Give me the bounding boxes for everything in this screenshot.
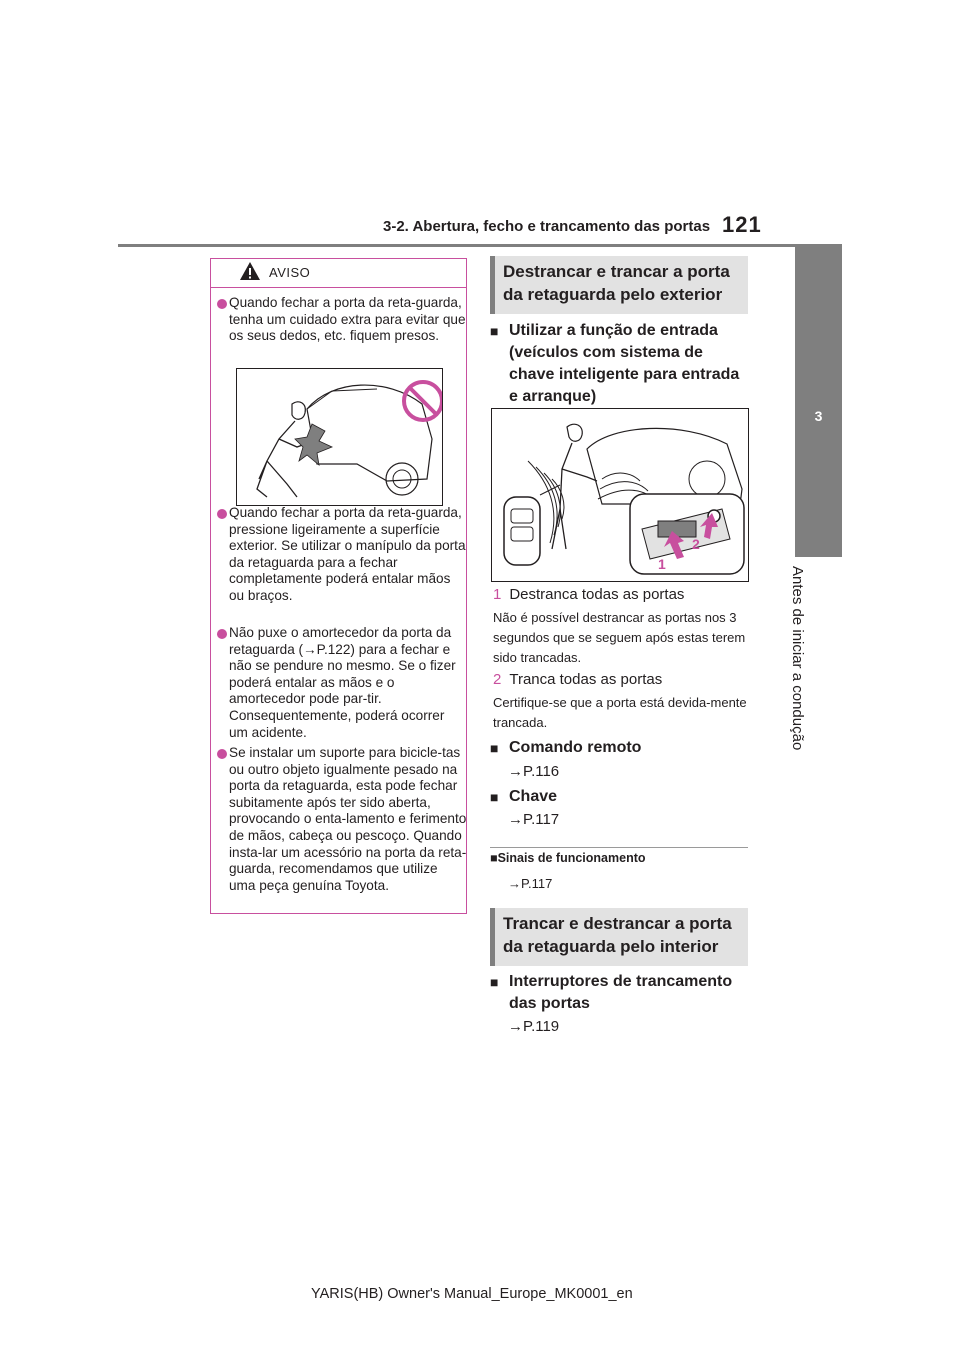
callout-2: 2 bbox=[692, 536, 700, 552]
bullet-text: Não puxe o amortecedor da porta da retaguarda (→P.122) para a fechar e não se pendure no mesmo. Se o fizer poderá entalar as mãos e o amortecedor pode par-tir. Consequentemente, poderá ocorrer um acidente. bbox=[229, 625, 456, 740]
subheading-entry-function bbox=[490, 320, 748, 408]
warning-bullet bbox=[217, 295, 467, 345]
subheading-key bbox=[490, 786, 557, 808]
subheading-text: Utilizar a função de entrada (veículos com sistema de chave inteligente para entrada e arranque) bbox=[509, 322, 740, 405]
page-reference-link[interactable]: →P.119 bbox=[508, 1018, 560, 1035]
footer-text: YARIS(HB) Owner's Manual_Europe_MK0001_en bbox=[311, 1286, 633, 1302]
page-reference-link[interactable]: →P.116 bbox=[508, 763, 560, 780]
bullet-dot-icon bbox=[217, 509, 227, 519]
chapter-title: Antes de iniciar a condução bbox=[789, 566, 806, 751]
step-number: 2 bbox=[493, 671, 502, 688]
bullet-text: Quando fechar a porta da reta-guarda, pressione ligeiramente a superfície exterior. Se utilizar o manípulo da porta da retaguarda para a fechar completamente poderá entalar mãos ou braços. bbox=[229, 505, 466, 603]
subheading-operation-signals bbox=[490, 851, 646, 865]
step-2 bbox=[493, 671, 662, 688]
warning-bullet bbox=[217, 505, 467, 605]
square-bullet-icon: ■ bbox=[490, 323, 499, 339]
warning-bullet bbox=[217, 625, 467, 741]
warning-triangle-icon bbox=[239, 261, 261, 281]
step-number: 1 bbox=[493, 586, 502, 603]
page-reference-link[interactable]: →P.117 bbox=[508, 876, 553, 891]
subheading-text: Chave bbox=[509, 788, 558, 805]
page-number: 121 bbox=[722, 212, 762, 237]
section-title: 3-2. Abertura, fecho e trancamento das portas bbox=[383, 218, 711, 235]
square-bullet-icon: ■ bbox=[490, 740, 499, 756]
subheading-text: Interruptores de trancamento das portas bbox=[509, 973, 733, 1012]
square-bullet-icon: ■ bbox=[490, 789, 499, 805]
square-bullet-icon: ■ bbox=[490, 851, 498, 865]
section-heading-exterior: Destrancar e trancar a porta da retaguarda pelo exterior bbox=[490, 256, 748, 314]
step-1-note: Não é possível destrancar as portas nos 3 segundos que se seguem após estas terem sido trancadas. bbox=[493, 610, 746, 665]
warning-header bbox=[211, 259, 466, 288]
warning-bullet bbox=[217, 745, 467, 894]
bullet-text: Se instalar um suporte para bicicle-tas ou outro objeto igualmente pesado na porta da retaguarda, esta pode fechar subitamente após ter sido aberta, provocando o enta-lamento e ferimento de mãos, cabeça ou pescoço. Quando insta-lar um acessório na porta da reta-guarda, recomendamos que utilize uma peça genuína Toyota. bbox=[229, 745, 467, 893]
warning-box bbox=[210, 258, 467, 914]
step-1 bbox=[493, 586, 684, 603]
square-bullet-icon: ■ bbox=[490, 974, 499, 990]
subheading-remote bbox=[490, 737, 641, 759]
smart-entry-illustration bbox=[491, 408, 749, 582]
step-text: Tranca todas as portas bbox=[509, 671, 663, 688]
divider bbox=[490, 847, 748, 848]
subheading-door-lock-switches bbox=[490, 971, 748, 1015]
warning-label: AVISO bbox=[269, 265, 311, 280]
bullet-dot-icon bbox=[217, 749, 227, 759]
section-heading-interior: Trancar e destrancar a porta da retaguarda pelo interior bbox=[490, 908, 748, 966]
callout-1: 1 bbox=[658, 556, 666, 572]
step-2-note: Certifique-se que a porta está devida-mente trancada. bbox=[493, 695, 747, 730]
bullet-dot-icon bbox=[217, 299, 227, 309]
bullet-text: Quando fechar a porta da reta-guarda, tenha um cuidado extra para evitar que os seus dedos, etc. fiquem presos. bbox=[229, 295, 466, 344]
chapter-tab bbox=[795, 247, 842, 557]
subheading-text: Comando remoto bbox=[509, 739, 642, 756]
step-text: Destranca todas as portas bbox=[509, 586, 685, 603]
tailgate-hand-hazard-illustration bbox=[236, 368, 443, 506]
header-rule bbox=[118, 244, 842, 247]
subheading-text: Sinais de funcionamento bbox=[497, 851, 646, 865]
chapter-number: 3 bbox=[814, 408, 823, 424]
bullet-dot-icon bbox=[217, 629, 227, 639]
page-reference-link[interactable]: →P.117 bbox=[508, 811, 560, 828]
